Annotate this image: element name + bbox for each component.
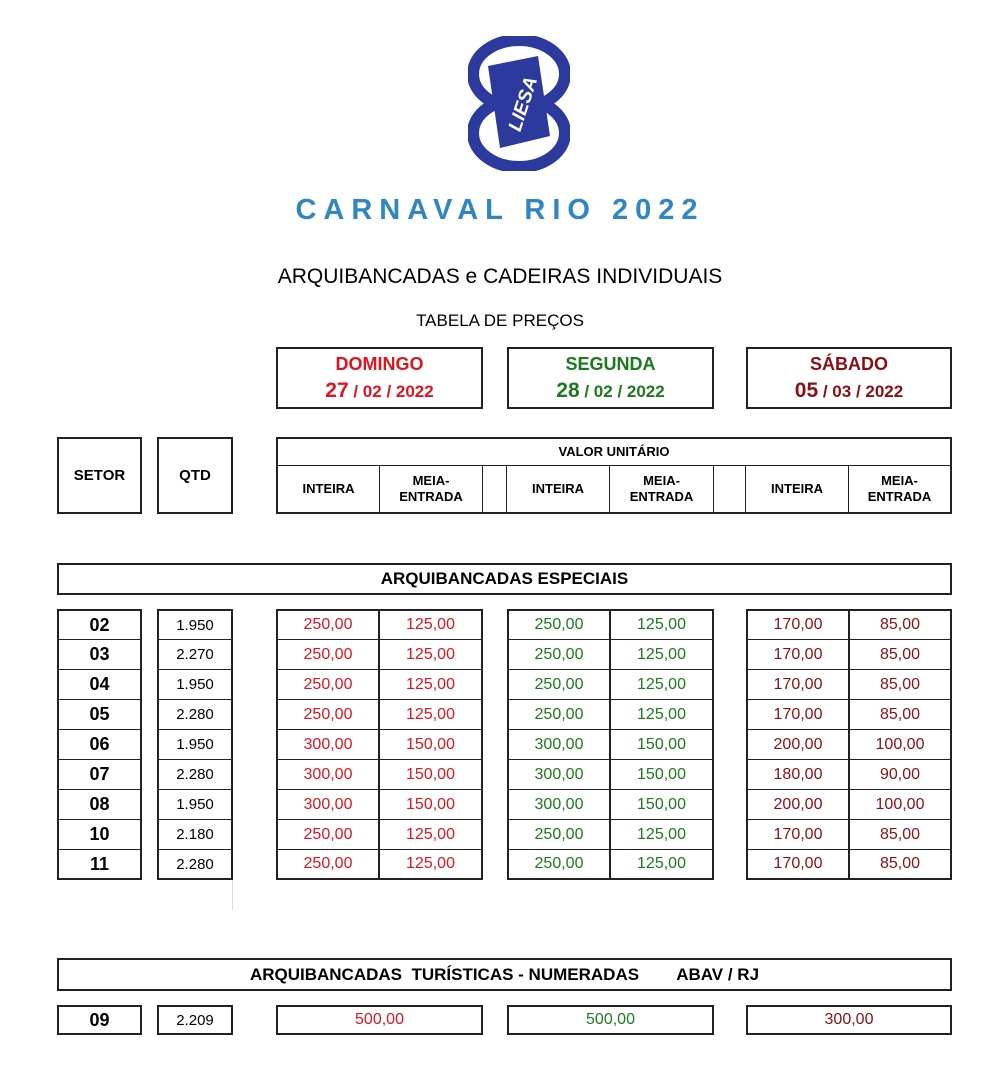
header-valor-unitario	[276, 437, 952, 514]
price-meia-cell: 150,00	[610, 789, 714, 820]
price-meia-cell: 85,00	[849, 639, 952, 670]
price-inteira-cell: 250,00	[276, 609, 379, 640]
price-inteira-cell: 300,00	[507, 759, 610, 790]
price-inteira-cell: 250,00	[507, 849, 610, 880]
price-inteira-cell: 300,00	[507, 729, 610, 760]
qtd-cell: 1.950	[157, 669, 233, 700]
price-meia-cell: 125,00	[379, 639, 483, 670]
turisticas-price-sabado: 300,00	[746, 1005, 952, 1035]
header-inteira: INTEIRA	[746, 466, 849, 512]
header-meia-entrada: MEIA- ENTRADA	[610, 466, 714, 512]
price-inteira-cell: 250,00	[507, 699, 610, 730]
price-meia-cell: 125,00	[379, 669, 483, 700]
day-date: 28 / 02 / 2022	[556, 378, 665, 402]
price-inteira-cell: 170,00	[746, 609, 849, 640]
price-meia-cell: 125,00	[610, 639, 714, 670]
price-inteira-cell: 300,00	[276, 789, 379, 820]
header-qtd: QTD	[157, 437, 233, 514]
price-inteira-cell: 300,00	[507, 789, 610, 820]
turisticas-price-segunda: 500,00	[507, 1005, 714, 1035]
setor-cell: 11	[57, 849, 142, 880]
section-arquibancadas-especiais: ARQUIBANCADAS ESPECIAIS	[57, 563, 952, 595]
day-segunda	[507, 347, 714, 409]
price-meia-cell: 150,00	[379, 729, 483, 760]
setor-cell: 02	[57, 609, 142, 640]
qtd-cell: 2.280	[157, 759, 233, 790]
setor-cell: 05	[57, 699, 142, 730]
page-title: CARNAVAL RIO 2022	[295, 193, 705, 226]
price-meia-cell: 90,00	[849, 759, 952, 790]
day-name: DOMINGO	[335, 353, 424, 374]
qtd-cell: 2.280	[157, 849, 233, 880]
price-meia-cell: 85,00	[849, 819, 952, 850]
header-inteira: INTEIRA	[507, 466, 610, 512]
day-domingo	[276, 347, 483, 409]
price-inteira-cell: 170,00	[746, 849, 849, 880]
column-shadow	[157, 880, 233, 910]
price-meia-cell: 150,00	[379, 789, 483, 820]
setor-cell: 07	[57, 759, 142, 790]
setor-cell: 03	[57, 639, 142, 670]
price-inteira-cell: 250,00	[276, 639, 379, 670]
price-meia-cell: 125,00	[610, 819, 714, 850]
day-name: SÁBADO	[809, 353, 888, 374]
price-inteira-cell: 170,00	[746, 699, 849, 730]
day-date: 27 / 02 / 2022	[325, 378, 434, 402]
setor-cell: 04	[57, 669, 142, 700]
price-inteira-cell: 300,00	[276, 759, 379, 790]
header-meia-entrada: MEIA- ENTRADA	[380, 466, 483, 512]
price-meia-cell: 100,00	[849, 789, 952, 820]
qtd-cell: 2.280	[157, 699, 233, 730]
liesa-logo	[468, 36, 570, 171]
price-meia-cell: 125,00	[610, 669, 714, 700]
price-meia-cell: 150,00	[610, 729, 714, 760]
qtd-cell: 1.950	[157, 789, 233, 820]
price-inteira-cell: 180,00	[746, 759, 849, 790]
day-name: SEGUNDA	[565, 353, 656, 374]
setor-cell: 06	[57, 729, 142, 760]
header-meia-entrada: MEIA- ENTRADA	[867, 473, 932, 504]
price-inteira-cell: 200,00	[746, 789, 849, 820]
logo-text: LIESA	[504, 74, 543, 135]
price-meia-cell: 150,00	[610, 759, 714, 790]
table-title: TABELA DE PREÇOS	[416, 311, 584, 330]
setor-cell: 08	[57, 789, 142, 820]
price-meia-cell: 125,00	[379, 609, 483, 640]
price-meia-cell: 85,00	[849, 699, 952, 730]
price-meia-cell: 125,00	[379, 819, 483, 850]
price-inteira-cell: 170,00	[746, 639, 849, 670]
price-meia-cell: 100,00	[849, 729, 952, 760]
qtd-cell: 1.950	[157, 729, 233, 760]
day-date: 05 / 03 / 2022	[794, 378, 904, 402]
turisticas-price-domingo: 500,00	[276, 1005, 483, 1035]
price-meia-cell: 85,00	[849, 669, 952, 700]
price-inteira-cell: 250,00	[276, 669, 379, 700]
qtd-cell: 1.950	[157, 609, 233, 640]
valor-unitario-label: VALOR UNITÁRIO	[278, 439, 950, 466]
qtd-cell: 2.180	[157, 819, 233, 850]
price-inteira-cell: 300,00	[276, 729, 379, 760]
price-inteira-cell: 170,00	[746, 819, 849, 850]
price-inteira-cell: 250,00	[276, 699, 379, 730]
price-meia-cell: 125,00	[610, 699, 714, 730]
price-meia-cell: 150,00	[379, 759, 483, 790]
price-inteira-cell: 250,00	[507, 609, 610, 640]
price-inteira-cell: 200,00	[746, 729, 849, 760]
price-meia-cell: 125,00	[379, 699, 483, 730]
price-meia-cell: 125,00	[610, 609, 714, 640]
qtd-cell: 2.270	[157, 639, 233, 670]
header-inteira: INTEIRA	[278, 466, 380, 512]
price-inteira-cell: 250,00	[276, 849, 379, 880]
price-inteira-cell: 170,00	[746, 669, 849, 700]
price-meia-cell: 125,00	[610, 849, 714, 880]
header-setor: SETOR	[57, 437, 142, 514]
turisticas-setor: 09	[57, 1005, 142, 1035]
price-inteira-cell: 250,00	[507, 669, 610, 700]
price-meia-cell: 125,00	[379, 849, 483, 880]
price-inteira-cell: 250,00	[276, 819, 379, 850]
price-meia-cell: 85,00	[849, 609, 952, 640]
section-arquibancadas-turisticas: ARQUIBANCADAS TURÍSTICAS - NUMERADAS ABAV / RJ	[57, 958, 952, 991]
setor-cell: 10	[57, 819, 142, 850]
turisticas-qtd: 2.209	[157, 1005, 233, 1035]
day-sabado	[746, 347, 952, 409]
price-inteira-cell: 250,00	[507, 639, 610, 670]
price-inteira-cell: 250,00	[507, 819, 610, 850]
price-meia-cell: 85,00	[849, 849, 952, 880]
page-subtitle: ARQUIBANCADAS e CADEIRAS INDIVIDUAIS	[277, 265, 723, 288]
column-gap	[483, 466, 507, 512]
column-gap	[714, 466, 746, 512]
